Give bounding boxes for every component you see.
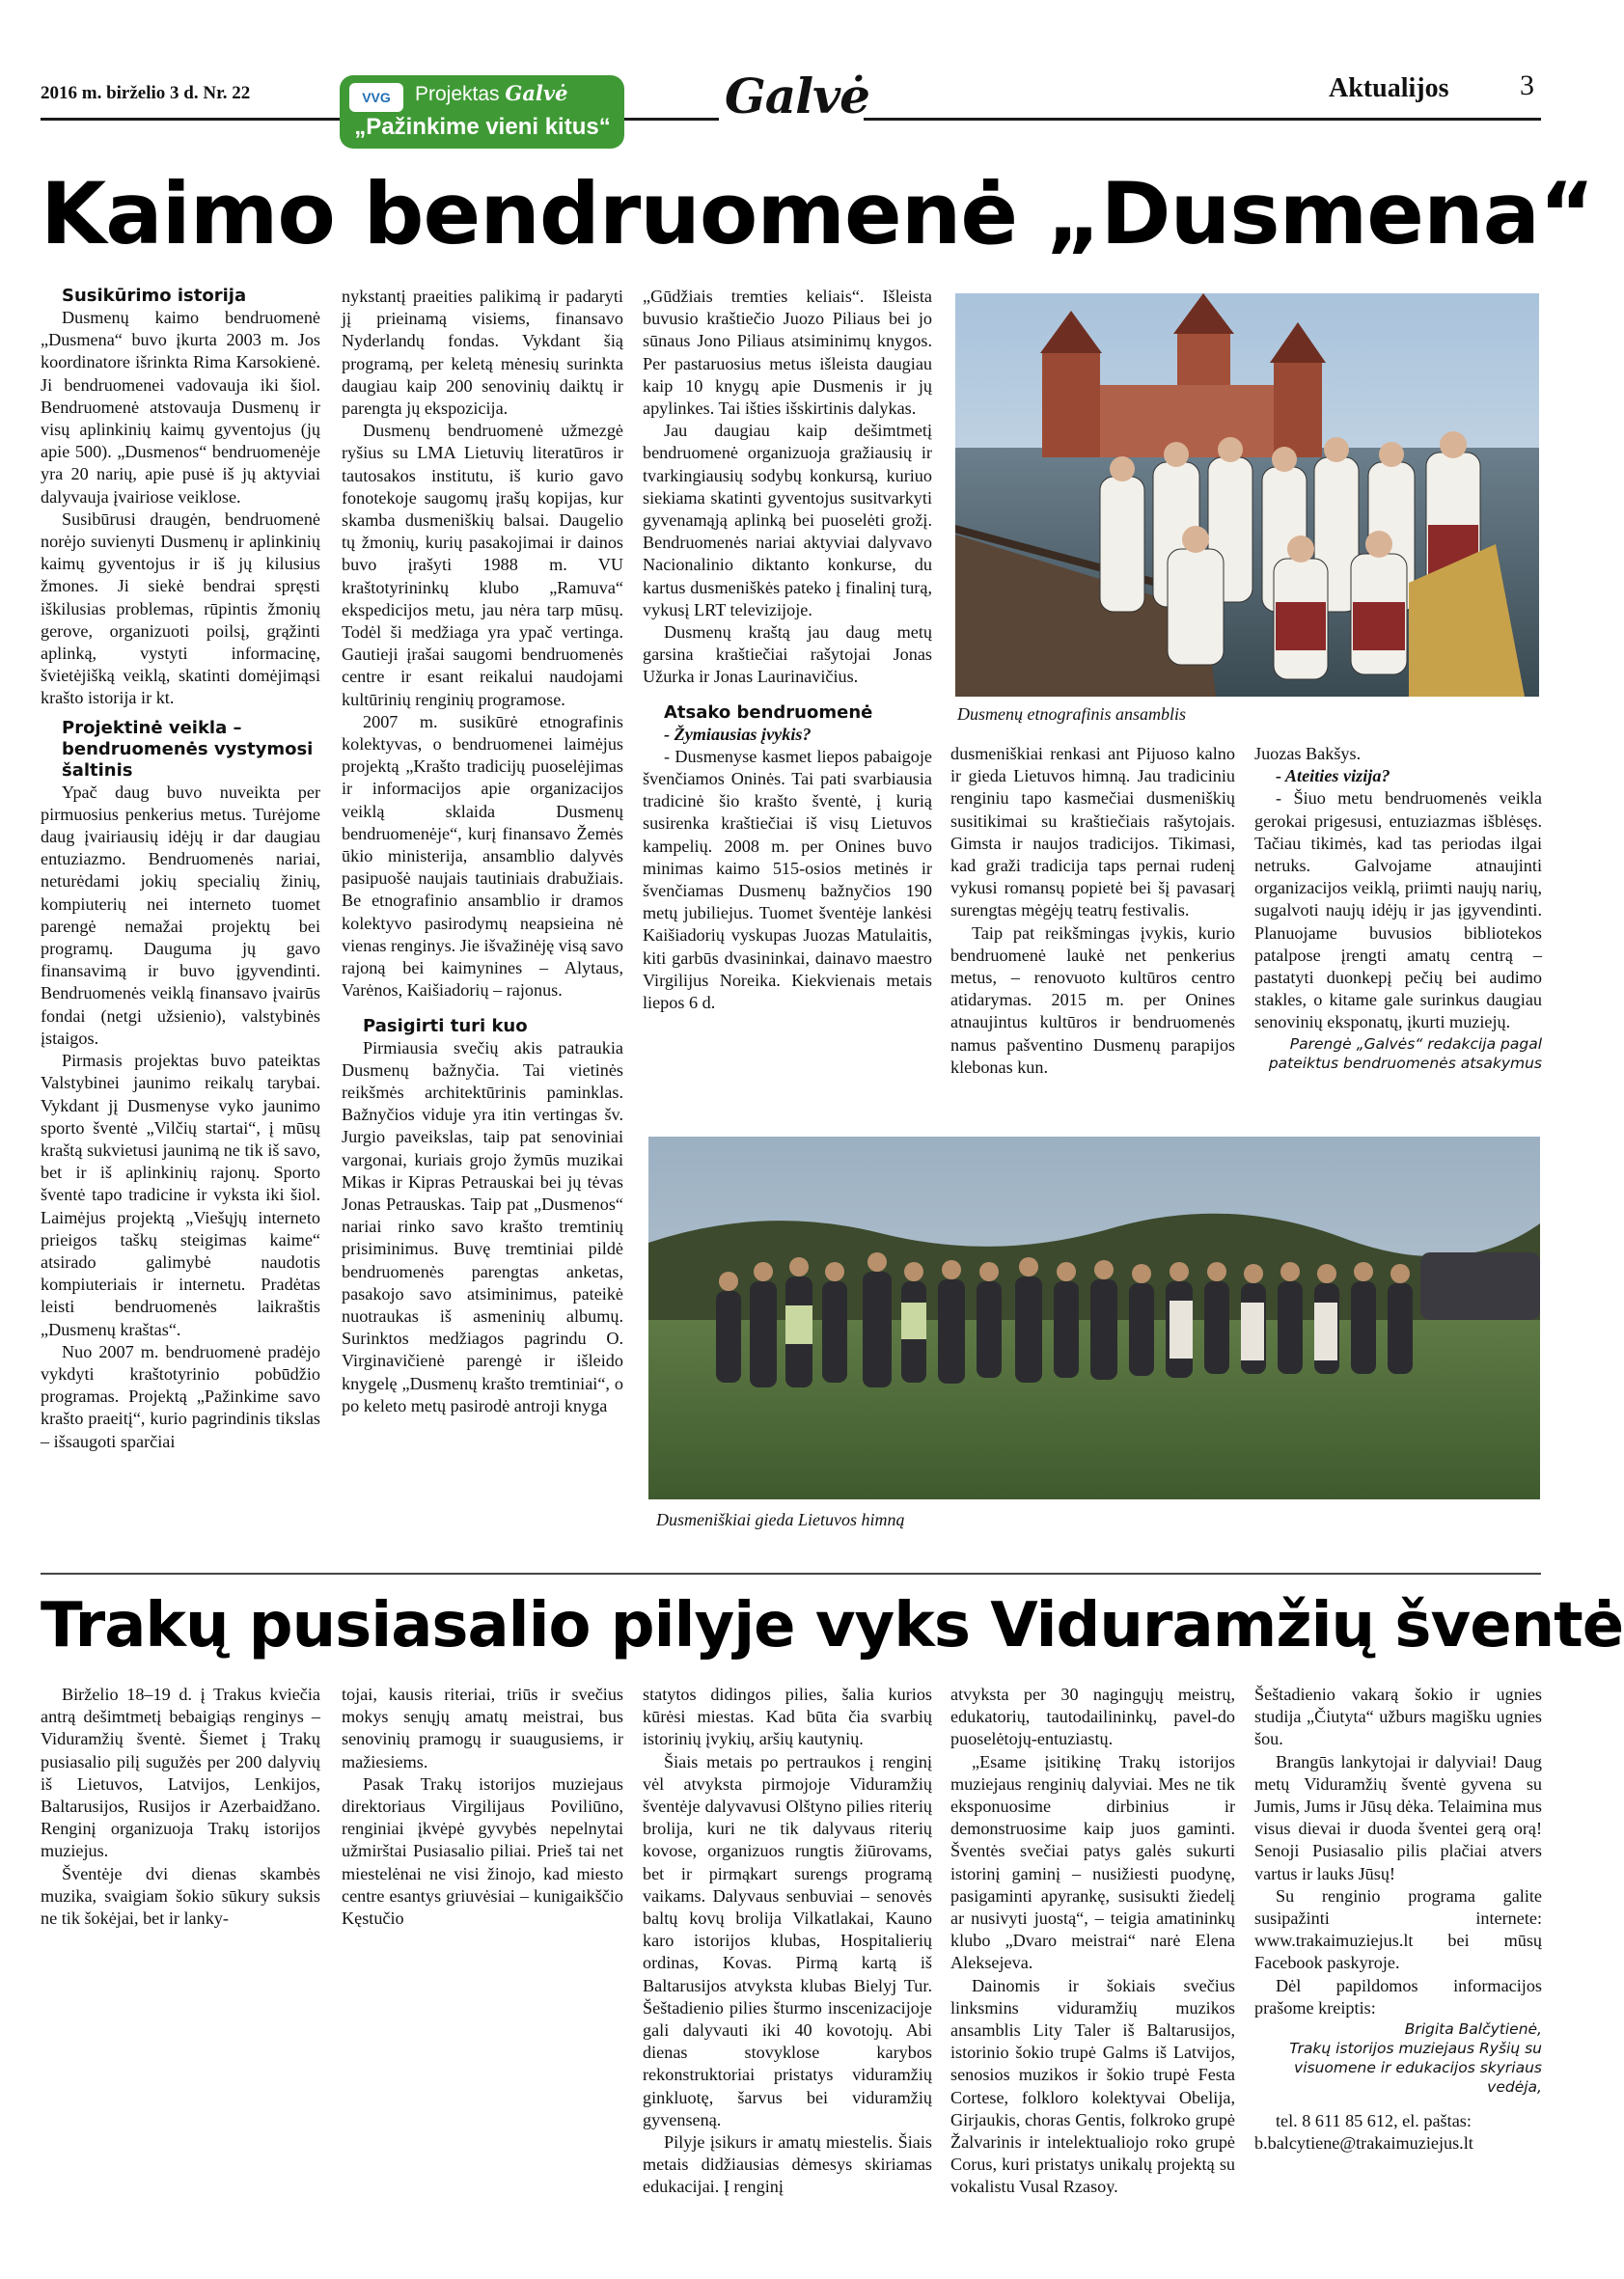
paragraph: Pirmiausia svečių akis patraukia Dusmenų bažnyčia. Tai vietinės reikšmės architektūrinis paminklas. Bažnyčios viduje yra itin vertingas šv. Jurgio paveikslas, taip pat senoviniai vargonai, kuriais grojo žymūs muzikai Mikas ir Kipras Petrauskai bei jų tėvas Jonas Petrauskas. Taip pat „Dusmenos“ nariai rinko savo krašto tremtinių prisiminimus. Buvę tremtiniai pildė bendruomenės parengtas anketas, pasakojo savo atsiminimus, pateikė nuotraukas iš asmeninių albumų. Surinktos medžiagos pagrindu O. Virginavičienė parengė ir išleido knygelę „Dusmenų krašto tremtiniai“, o po keleto metų pasirodė antroji knyga xyxy=(342,1037,623,1415)
paragraph: Susibūrusi draugėn, bendruomenė norėjo suvienyti Dusmenų ir aplinkinių kaimų gyventojus ir iš jų kilusius žmones. Ji siekė bendrai spręsti iškilusias problemas, rūpintis žmonių gerove, organizuoti poilsį, grąžinti aplinką, vystyti informacinę, švietėjišką veiklą, skatinti domėjimąsi krašto istorija ir kt. xyxy=(41,508,320,708)
badge-slogan: „Pažinkime vieni kitus“ xyxy=(354,114,611,140)
signature-line: Brigita Balčytienė, xyxy=(1404,2020,1542,2039)
paragraph: „Esame įsitikinę Trakų istorijos muziejaus renginių dalyviai. Mes ne tik eksponuosime dirbinius ir demonstruosime kaip juos gaminti. Šventės svečiai patys galės sukurti istorinį gaminį – nusižiesti puodynę, pasigaminti apyrankę, susisukti žiedelį ar nusivyti juostą“, – teigia amatininkų klubo „Dvaro meistrai“ narė Elena Aleksejeva. xyxy=(950,1751,1235,1973)
paragraph: Dusmenų bendruomenė užmezgė ryšius su LMA Lietuvių literatūros ir tautosakos institutu, iš kurio gavo fonotekoje saugomų įrašų kopijas, kur skamba dusmeniškių balsai. Daugelio tų žmonių, kurių pasakojimai ir dainos buvo įrašyti 1988 m. VU kraštotyrininkų klubo „Ramuva“ ekspedicijos metu, jau nėra tarp mūsų. Todėl ši medžiaga yra ypač vertinga. Gautieji įrašai saugomi bendruomenės centre ir esant reikalui naudojami kultūrinių renginių programose. xyxy=(342,421,623,709)
badge-project-line xyxy=(415,81,567,106)
signature-line: pateiktus bendruomenės atsakymus xyxy=(1268,1054,1542,1072)
page-number: 3 xyxy=(1520,69,1534,101)
signature-line: Parengė „Galvės“ redakcija pagal xyxy=(1289,1034,1542,1053)
paragraph: Dainomis ir šokiais svečius linksmins viduramžių muzikos ansamblis Lity Taler iš Baltarusijos, istorinio šokio trupė Galms iš Latvijos, senosios muzikos ir šokio trupė Festa Cortese, folkloro kolektyvai Obelija, Girjaukis, choras Gentis, folkroko grupė Žalvarinis ir intelektualiojo roko grupė Corus, kuri pristatys unikalų projektą su vokalistu Vusal Rzasoy. xyxy=(950,1975,1235,2197)
article2-column-4 xyxy=(950,1684,1235,2199)
paragraph: Jau daugiau kaip dešimtmetį bendruomenė organizuoja gražiausių ir tvarkingiausių sodybų konkursą, kuriuo siekiama skatinti gyventojus susitvarkyti gyvenamąją aplinką bei puoselėti grožį. Bendruomenės nariai aktyviai dalyvavo Nacionalinio diktanto konkurse, du kartus dusmeniškės pateko į finalinį turą, vykusį LRT televizijoje. xyxy=(643,421,932,619)
paragraph: Dėl papildomos informacijos prašome kreiptis: xyxy=(1254,1975,1542,2018)
subheading: Pasigirti turi kuo xyxy=(363,1015,528,1036)
article1-headline: Kaimo bendruomenė „Dusmena“ xyxy=(41,164,1594,263)
paragraph: Taip pat reikšmingas įvykis, kurio bendruomenė laukė net penkerius metus, – renovuoto kultūros centro atidarymas. 2015 m. per Onines atnaujintus kultūros ir bendruomenės namus pašventino Dusmenų parapijos klebonas kun. xyxy=(950,922,1235,1077)
article1-column-2 xyxy=(342,286,623,1417)
paragraph: Šiais metais po pertraukos į renginį vėl atvyksta pirmojoje Viduramžių šventėje dalyvavusi Olštyno pilies riterių brolija, kuri ne tik dalyvaus riterių kovose, organizuos rungtis žiūrovams, bet ir pirmąkart surengs programą vaikams. Dalyvaus senbuviai – senovės baltų kovų brolija Vilkatlakai, Kauno karo istorijos klubas, Hospitalierių ordinas, Kovas. Pirmą kartą iš Baltarusijos atvyksta klubas Bielyj Tur. Šeštadienio pilies šturmo inscenizacijoje gali dalyvauti iki 40 kovotojų. Abi dienas stovyklose karybos rekonstruktoriai pristatys viduramžių ginkluotę, šarvus bei viduramžių gyvenseną. xyxy=(643,1751,932,2129)
vvg-logo: VVG xyxy=(349,83,403,112)
ensemble-photo-illustration xyxy=(955,293,1539,697)
article1-column-3 xyxy=(643,286,932,1014)
paragraph: - Šiuo metu bendruomenės veikla gerokai prigesusi, entuziazmas išblėsęs. Tačiau tikimės, kad tas periodas ilgai netruks. Galvojame atnaujinti organizacijos veiklą, priimti naujų narių, sugalvoti naujų idėjų ir jas įgyvendinti. Planuojame buvusios bibliotekos patalpose įrengti amatų centrą – pastatyti duonkepį pečių bei audimo stakles, o kitame gale surinkus daugiau senovinių eksponatų, įkurti muziejų. xyxy=(1254,788,1542,1032)
gathering-photo-illustration xyxy=(648,1137,1540,1499)
paragraph: nykstantį praeities palikimą ir padaryti jį prieinamą visiems, finansavo Nyderlandų fondas. Vykdant šią programą, per keletą mėnesių surinkta daugiau kaip 200 senovinių daiktų ir parengta jų ekspozicija. xyxy=(342,287,623,419)
newspaper-logo: Galvė xyxy=(719,68,864,125)
subheading: Susikūrimo istorija xyxy=(62,286,247,306)
contact-line: b.balcytiene@trakaimuziejus.lt xyxy=(1254,2133,1473,2154)
paragraph: Pirmasis projektas buvo pateiktas Valstybinei jaunimo reikalų tarybai. Vykdant jį Dusmenyse vyko jaunimo sporto šventė „Vilčių startai“, į mūsų kraštą sukvietusi jaunimą ne tik iš savo, bet ir iš aplinkinių rajonų. Sporto šventė tapo tradicine ir vyksta iki šiol. Laimėjus projektą „Viešųjų interneto prieigos taškų steigimas kaime“ atsirado galimybė naudotis kompiuteriais ir internetu. Pradėtas leisti bendruomenės laikraštis „Dusmenų kraštas“. xyxy=(41,1051,320,1339)
subheading: Projektinė veikla – bendruomenės vystymosi šaltinis xyxy=(62,717,314,781)
issue-date: 2016 m. birželio 3 d. Nr. 22 xyxy=(41,83,251,103)
subheading: Atsako bendruomenė xyxy=(664,701,873,723)
paragraph: „Gūdžiais tremties keliais“. Išleista buvusio kraštiečio Juozo Piliaus bei jo sūnaus Jono Piliaus atsiminimų knygos. Per pastaruosius metus išleista daugiau kaip 10 knygų apie Dusmenis ir jų apylinkes. Tai išties išskirtinis dalykas. xyxy=(643,287,932,419)
paragraph: Nuo 2007 m. bendruomenė pradėjo vykdyti kraštotyrinio pobūdžio programas. Projektą „Pažinkime savo krašto praeitį“, kurio pagrindinis tikslas – išsaugoti sparčiai xyxy=(41,1341,320,1451)
article-separator xyxy=(41,1573,1541,1575)
paragraph: - Dusmenyse kasmet liepos pabaigoje švenčiamos Oninės. Tai pati svarbiausia tradicinė šio krašto šventė, į kurią susirenka kraštiečiai iš visų Lietuvos kampelių. 2008 m. per Onines buvo minimas kaimo 515-osios metinės ir švenčiamas Dusmenų bažnyčios 190 metų jubiliejus. Tuomet šventėje lankėsi Kaišiadorių vyskupas Juozas Matulaitis, kiti garbūs dvasininkai, dainavo maestro Virgilijus Noreika. Kiekvienais metais liepos 6 d. xyxy=(643,746,932,1013)
paragraph: statytos didingos pilies, šalia kurios kūrėsi miestas. Kad būta čia svarbių istorinių įvykių, aršių kautynių. xyxy=(643,1685,932,1749)
paragraph: atvyksta per 30 nagingųjų meistrų, edukatorių, tautodailininkų, pavel-do puoselėtojų-entuziastų. xyxy=(950,1685,1235,1749)
article2-column-2 xyxy=(342,1684,623,1930)
paragraph: Pilyje įsikurs ir amatų miestelis. Šiais metais didžiausias dėmesys skiriamas edukacijai. Į renginį xyxy=(643,2132,932,2197)
photo-folk-ensemble xyxy=(955,293,1539,697)
photo1-caption: Dusmenų etnografinis ansamblis xyxy=(957,704,1187,724)
badge-project-label: Projektas xyxy=(415,83,500,105)
question: - Ateities vizija? xyxy=(1276,766,1390,786)
paragraph: Šeštadienio vakarą šokio ir ugnies studija „Čiutyta“ užburs magišku ugnies šou. xyxy=(1254,1685,1542,1749)
paragraph: 2007 m. susikūrė etnografinis kolektyvas, o bendruomenei laimėjus projektą „Krašto tradicijų puoselėjimas ir informacijos apie organizacijos veiklą sklaida Dusmenų bendruomenėje“, kurį finansavo Žemės ūkio ministerija, ansamblio dalyvės pasipuošė naujais tautiniais drabužiais. Be etnografinio ansamblio ir dramos kolektyvo pasirodymų neapsieina nė vienas renginys. Jie išvažinėję visą savo rajoną bei kaimynines – Alytaus, Varėnos, Kaišiadorių – rajonus. xyxy=(342,711,623,1001)
article1-column-4 xyxy=(950,743,1235,1079)
article2-headline: Trakų pusiasalio pilyje vyks Viduramžių šventė xyxy=(41,1590,1624,1661)
signature-line: Trakų istorijos muziejaus Ryšių su visuomene ir edukacijos skyriaus vedėja, xyxy=(1289,2040,1542,2097)
article2-column-5 xyxy=(1254,1684,1542,2155)
paragraph: Ypač daug buvo nuveikta per pirmuosius penkerius metus. Turėjome daug įvairiausių idėjų ir dar daugiau entuziazmo. Bendruomenės nariai, neturėdami jokių specialių žinių, kompiuterių nei interneto tuomet parengė nemažai projektų bei programų. Dauguma jų gavo finansavimą ir buvo įgyvendinti. Bendruomenės veiklą finansavo įvairūs fondai (netgi užsienio), valstybinės įstaigos. xyxy=(41,782,320,1048)
header-rule-left xyxy=(41,118,340,121)
paragraph: Brangūs lankytojai ir dalyviai! Daug metų Viduramžių šventė gyvena su Jumis, Jums ir Jūsų dėka. Telaimina mus visus dievai ir duoda šventei gerą orą! Senoji Pusiasalio pilis plačiai atvers vartus ir lauks Jūsų! xyxy=(1254,1751,1542,1883)
badge-brand: Galvė xyxy=(505,81,568,105)
paragraph: Birželio 18–19 d. į Trakus kviečia antrą dešimtmetį bebaigiąs renginys – Viduramžių šventė. Šiemet į Trakų pusiasalio pilį sugužės per 200 dalyvių iš Lietuvos, Latvijos, Lenkijos, Baltarusijos, Rusijos ir Azerbaidžano. Renginį organizuoja Trakų istorijos muziejus. xyxy=(41,1685,320,1861)
paragraph: Šventėje dvi dienas skambės muzika, svaigiam šokio sūkury suksis ne tik šokėjai, bet ir lanky- xyxy=(41,1863,320,1929)
question: - Žymiausias įvykis? xyxy=(664,724,812,744)
project-badge xyxy=(340,75,624,149)
paragraph: Juozas Bakšys. xyxy=(1254,744,1362,763)
photo-anthem-gathering xyxy=(648,1137,1540,1499)
article2-column-3 xyxy=(643,1684,932,2199)
contact-line: tel. 8 611 85 612, el. paštas: xyxy=(1276,2111,1472,2131)
paragraph: Dusmenų kaimo bendruomenė „Dusmena“ buvo įkurta 2003 m. Jos koordinatore išrinkta Rima Karsokienė. Ji bendruomenei vadovauja iki šiol. Bendruomenė atstovauja Dusmenų ir visų aplinkinių kaimų gyventojus (jų apie 500). „Dusmenos“ bendruomenėje yra 20 narių, apie pusė iš jų aktyviai dalyvauja įvairiose veiklose. xyxy=(41,308,320,507)
section-name: Aktualijos xyxy=(1329,73,1449,103)
paragraph: Su renginio programa galite susipažinti internete: www.trakaimuziejus.lt bei mūsų Facebook paskyroje. xyxy=(1254,1885,1542,1973)
photo2-caption: Dusmeniškiai gieda Lietuvos himną xyxy=(656,1510,905,1529)
article1-column-5 xyxy=(1254,743,1542,1073)
paragraph: Dusmenų kraštą jau daug metų garsina kraštiečiai rašytojai Jonas Užurka ir Jonas Laurinavičius. xyxy=(643,622,932,687)
paragraph: Pasak Trakų istorijos muziejaus direktoriaus Virgilijaus Poviliūno, renginiai įkvėpė gyvybės nepelnytai užmirštai Pusiasalio piliai. Prieš tai net miestelėnai ne visi žinojo, kad miesto centre esantys griuvėsiai – kunigaikščio Kęstučio xyxy=(342,1773,623,1929)
article1-column-1 xyxy=(41,286,320,1453)
article2-column-1 xyxy=(41,1684,320,1930)
paragraph: tojai, kausis riteriai, triūs ir svečius mokys senųjų amatų meistrai, bus senovinių pramogų ir suaugusiems, ir mažiesiems. xyxy=(342,1685,623,1771)
paragraph: dusmeniškiai renkasi ant Pijuoso kalno ir gieda Lietuvos himną. Jau tradiciniu renginiu tapo kasmečiai dusmeniškių susitikimai su kraštiečiais rašytojais. Gimsta ir naujos tradicijos. Tikimasi, kad graži tradicija taps pernai rudenį vykusi romansų popietė bei šį pavasarį surengtas mėgėjų teatrų festivalis. xyxy=(950,744,1235,920)
